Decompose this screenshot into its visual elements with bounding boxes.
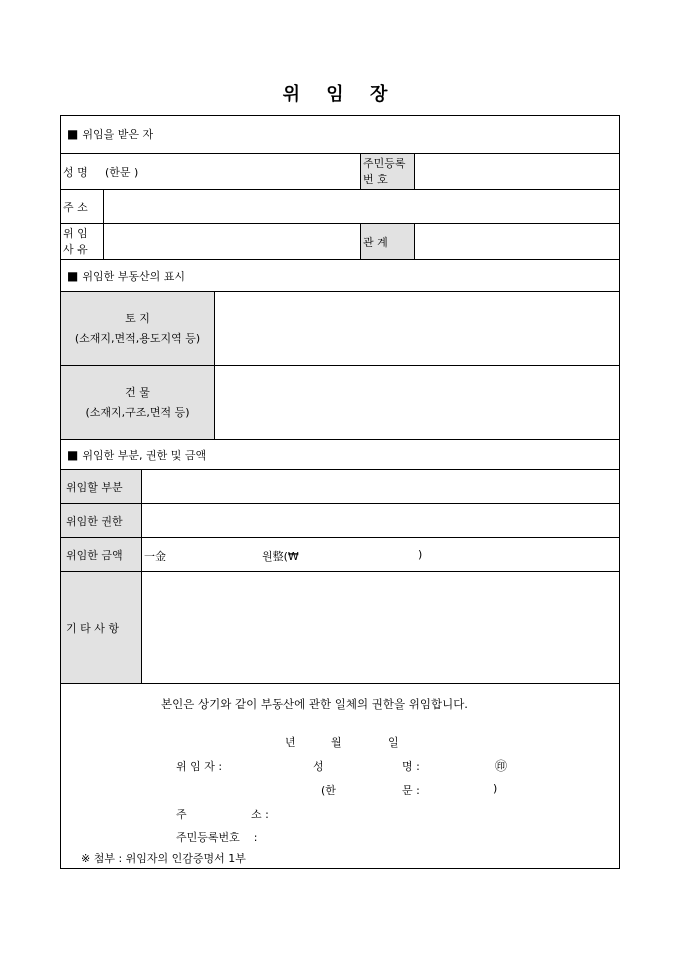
name-label: 성 명 xyxy=(63,165,88,179)
address-field[interactable] xyxy=(103,190,619,223)
etc-field[interactable] xyxy=(141,572,619,683)
etc-row xyxy=(61,572,619,684)
land-label-line1: 토 지 xyxy=(125,311,150,325)
date-month: 월 xyxy=(331,736,342,749)
section-title: 위임을 받은 자 xyxy=(82,128,154,141)
reason-field[interactable] xyxy=(103,224,360,259)
square-bullet-icon: ■ xyxy=(67,127,79,141)
date-day: 일 xyxy=(388,736,399,749)
building-label xyxy=(61,366,214,439)
etc-label: 기 타 사 항 xyxy=(61,572,141,683)
building-label-line1: 건 물 xyxy=(125,385,150,399)
rrn-sign-label: 주민등록번호 : xyxy=(176,831,258,844)
attachment-note: ※ 첨부 : 위임자의 인감증명서 1부 xyxy=(81,852,246,865)
hanja-label: 문 : xyxy=(402,784,420,797)
hanja-open: (한 xyxy=(321,784,336,797)
name-field[interactable]: (한문 ) xyxy=(105,165,139,179)
amount-prefix: 一金 xyxy=(144,550,166,563)
square-bullet-icon: ■ xyxy=(67,448,79,462)
reason-label xyxy=(61,224,103,259)
amount-field[interactable] xyxy=(141,538,619,571)
part-field[interactable] xyxy=(141,470,619,503)
address-label-2: 소 : xyxy=(251,808,269,821)
section-title: 위임한 부동산의 표시 xyxy=(82,270,185,283)
address-label-1: 주 xyxy=(176,808,187,821)
authority-row xyxy=(61,504,619,538)
address-row xyxy=(61,190,619,224)
section-header-property xyxy=(61,260,619,292)
reason-label-line2: 사 유 xyxy=(63,242,88,256)
reason-row xyxy=(61,224,619,260)
building-field[interactable] xyxy=(214,366,619,439)
amount-row xyxy=(61,538,619,572)
section-header-authority xyxy=(61,440,619,470)
rrn-label xyxy=(360,154,414,189)
hanja-close: ) xyxy=(493,782,498,795)
part-row xyxy=(61,470,619,504)
delegator-name-label: 성 xyxy=(313,760,324,773)
rrn-field[interactable] xyxy=(414,154,619,189)
delegator-name-label2: 명 : xyxy=(402,760,420,773)
building-row xyxy=(61,366,619,440)
seal-icon: ㊞ xyxy=(495,759,508,773)
rrn-label-line1: 주민등록 xyxy=(363,156,406,170)
square-bullet-icon: ■ xyxy=(67,269,79,283)
land-label xyxy=(61,292,214,365)
section-title: 위임한 부분, 권한 및 금액 xyxy=(82,449,207,462)
statement-text: 본인은 상기와 같이 부동산에 관한 일체의 권한을 위임합니다. xyxy=(161,697,468,711)
amount-label: 위임한 금액 xyxy=(61,538,141,571)
land-label-line2: (소재지,면적,용도지역 등) xyxy=(74,331,201,345)
delegator-label: 위 임 자 : xyxy=(176,760,223,773)
building-label-line2: (소재지,구조,면적 등) xyxy=(85,405,190,419)
land-row xyxy=(61,292,619,366)
form-frame xyxy=(60,115,620,869)
section-header-recipient xyxy=(61,116,619,154)
name-row xyxy=(61,154,619,190)
document-title: 위 임 장 xyxy=(282,84,398,105)
relation-label: 관 계 xyxy=(360,224,414,259)
land-field[interactable] xyxy=(214,292,619,365)
reason-label-line1: 위 임 xyxy=(63,226,88,240)
date-year: 년 xyxy=(285,736,296,749)
authority-field[interactable] xyxy=(141,504,619,537)
rrn-label-line2: 번 호 xyxy=(363,172,388,186)
part-label: 위임할 부분 xyxy=(61,470,141,503)
authority-label: 위임한 권한 xyxy=(61,504,141,537)
address-label: 주 소 xyxy=(63,200,88,214)
amount-close: ) xyxy=(418,548,423,561)
relation-field[interactable] xyxy=(414,224,619,259)
amount-won: 원整(₩ xyxy=(262,550,299,563)
signature-section xyxy=(61,684,619,868)
